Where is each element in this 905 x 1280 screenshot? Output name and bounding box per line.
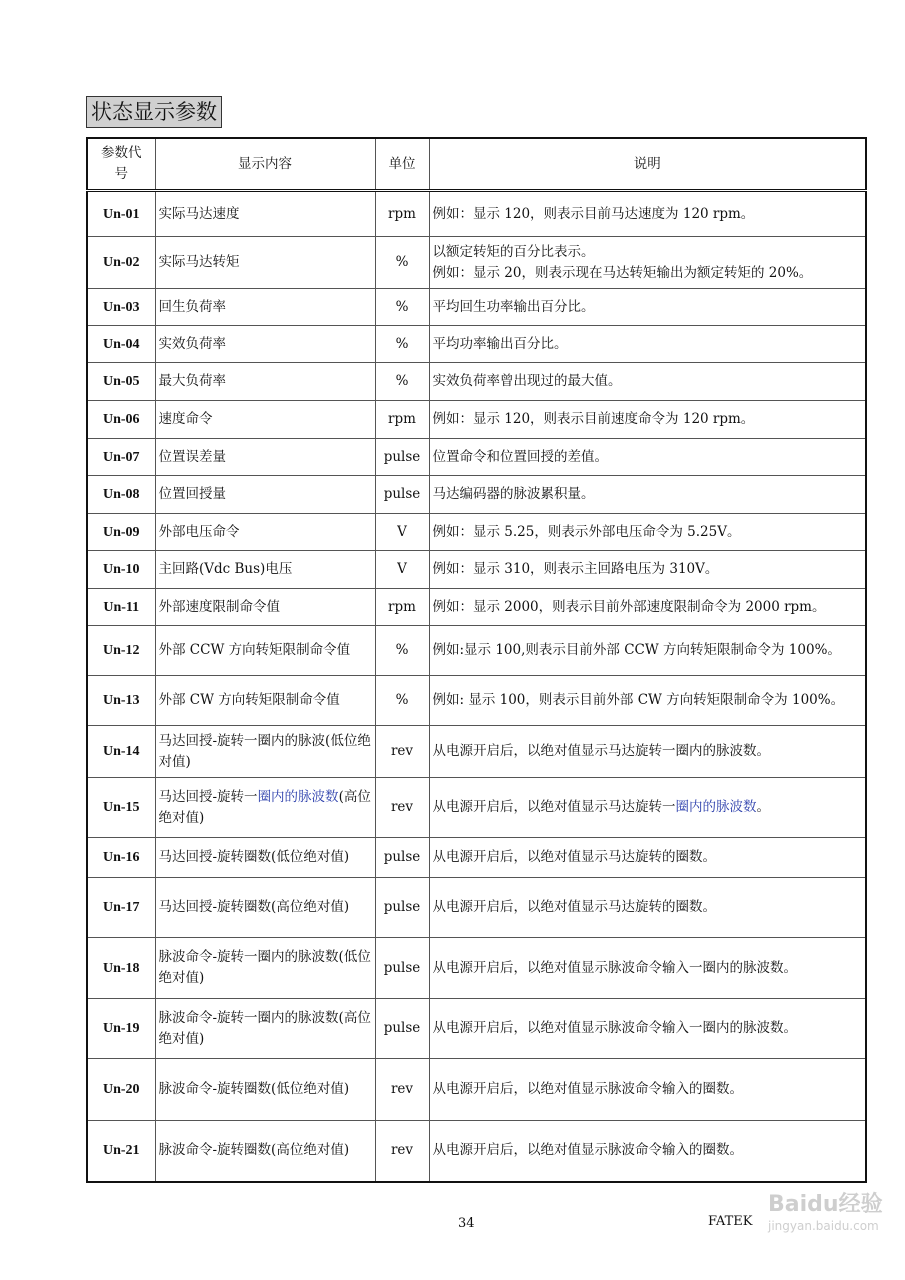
table-row (87, 289, 866, 326)
unit-text: rev (390, 799, 414, 815)
header-desc: 说明 (429, 138, 866, 191)
content-text: 外部电压命令 (158, 523, 240, 540)
param-code (87, 938, 155, 999)
desc-text: 从电源开启后，以绝对值显示马达旋转一圈内的脉波数。 (432, 743, 770, 759)
description (429, 938, 866, 999)
description (429, 237, 866, 289)
header-code-label: 参数代号 (101, 145, 142, 182)
desc-text-line2: 例如：显示 20，则表示现在马达转矩输出为额定转矩的 20%。 (432, 264, 813, 281)
desc-text: 从电源开启后，以绝对值显示脉波命令输入一圈内的脉波数。 (432, 959, 797, 976)
section-title: 状态显示参数 (86, 96, 222, 128)
param-code (87, 589, 155, 626)
desc-highlight: 圈内的脉波数 (675, 799, 757, 815)
table-row (87, 326, 866, 363)
desc-text: 实效负荷率曾出现过的最大值。 (432, 373, 622, 389)
unit (375, 676, 429, 726)
param-code (87, 626, 155, 676)
unit (375, 1059, 429, 1121)
table-row (87, 838, 866, 878)
param-code-text: Un-03 (102, 299, 140, 315)
unit (375, 237, 429, 289)
content-text: 位置回授量 (158, 486, 226, 502)
param-code-text: Un-20 (102, 1082, 140, 1097)
display-content (155, 999, 375, 1059)
unit (375, 191, 429, 237)
desc-text-after: 。 (756, 799, 770, 815)
unit (375, 999, 429, 1059)
display-content (155, 439, 375, 476)
table-row (87, 237, 866, 289)
table-row (87, 1059, 866, 1121)
unit-text: V (397, 523, 407, 540)
display-content (155, 401, 375, 439)
unit (375, 878, 429, 938)
unit (375, 551, 429, 589)
description (429, 838, 866, 878)
desc-text: 以额定转矩的百分比表示。 (432, 243, 595, 260)
display-content (155, 676, 375, 726)
content-text: 回生负荷率 (158, 298, 226, 315)
unit-text: % (395, 298, 409, 315)
desc-text: 从电源开启后，以绝对值显示脉波命令输入一圈内的脉波数。 (432, 1020, 797, 1036)
table-row (87, 999, 866, 1059)
unit-text: pulse (383, 1020, 421, 1036)
description (429, 726, 866, 778)
display-content (155, 878, 375, 938)
desc-text: 从电源开启后，以绝对值显示马达旋转一 (432, 799, 676, 815)
param-code (87, 476, 155, 514)
table-row (87, 878, 866, 938)
desc-text: 例如：显示 120，则表示目前速度命令为 120 rpm。 (432, 411, 755, 427)
desc-text: 例如：显示 5.25，则表示外部电压命令为 5.25V。 (432, 523, 741, 540)
footer-brand: FATEK (708, 1214, 753, 1229)
unit-text: rev (390, 743, 414, 759)
content-text: 外部 CW 方向转矩限制命令值 (158, 692, 340, 708)
unit-text: % (395, 254, 409, 270)
desc-text: 从电源开启后，以绝对值显示脉波命令输入的圈数。 (432, 1142, 743, 1159)
param-code-text: Un-07 (102, 449, 140, 465)
table-row (87, 676, 866, 726)
content-text: 马达回授-旋转圈数(低位绝对值) (158, 849, 350, 865)
table-row (87, 626, 866, 676)
display-content (155, 1121, 375, 1182)
unit-text: % (395, 373, 409, 389)
description (429, 401, 866, 439)
description (429, 326, 866, 363)
content-text: 位置误差量 (158, 448, 226, 465)
unit-text: pulse (383, 849, 421, 865)
content-text: 脉波命令-旋转圈数(低位绝对值) (158, 1081, 350, 1097)
unit (375, 938, 429, 999)
unit (375, 476, 429, 514)
param-code-text: Un-17 (102, 900, 140, 915)
watermark-logo: Baidu经验 (768, 1192, 883, 1217)
content-highlight: 圈内的脉波数 (257, 788, 339, 805)
display-content (155, 626, 375, 676)
param-code-text: Un-08 (102, 487, 140, 502)
desc-text: 例如：显示 120，则表示目前马达速度为 120 rpm。 (432, 205, 755, 222)
desc-text: 从电源开启后，以绝对值显示马达旋转的圈数。 (432, 899, 716, 915)
display-content (155, 289, 375, 326)
unit-text: pulse (383, 899, 421, 915)
display-content (155, 778, 375, 838)
desc-text: 例如：显示 310，则表示主回路电压为 310V。 (432, 561, 719, 577)
param-code (87, 551, 155, 589)
param-code (87, 439, 155, 476)
display-content (155, 938, 375, 999)
content-text: 最大负荷率 (158, 373, 226, 389)
param-code-text: Un-11 (103, 599, 140, 615)
header-code (87, 138, 155, 191)
description (429, 191, 866, 237)
header-unit: 单位 (375, 138, 429, 191)
param-code (87, 289, 155, 326)
param-code (87, 838, 155, 878)
description (429, 626, 866, 676)
content-text: 主回路(Vdc Bus)电压 (158, 561, 293, 577)
unit-text: % (395, 692, 409, 708)
description (429, 878, 866, 938)
table-header (87, 138, 866, 191)
unit (375, 626, 429, 676)
table-row (87, 363, 866, 401)
desc-text: 例如: 显示 100，则表示目前外部 CW 方向转矩限制命令为 100%。 (432, 692, 845, 708)
unit-text: rpm (388, 411, 416, 427)
unit (375, 778, 429, 838)
content-text: 速度命令 (158, 411, 213, 427)
param-code (87, 237, 155, 289)
display-content (155, 514, 375, 551)
description (429, 514, 866, 551)
unit-text: pulse (383, 959, 421, 976)
unit (375, 289, 429, 326)
param-code (87, 726, 155, 778)
display-content (155, 191, 375, 237)
content-text: 实际马达速度 (158, 205, 240, 222)
param-code-text: Un-19 (102, 1021, 140, 1036)
desc-text: 例如：显示 2000，则表示目前外部速度限制命令为 2000 rpm。 (432, 598, 826, 615)
param-code-text: Un-15 (102, 800, 140, 815)
param-code-text: Un-06 (102, 412, 140, 427)
description (429, 1121, 866, 1182)
display-content (155, 326, 375, 363)
content-text: 马达回授-旋转一 (158, 788, 258, 805)
display-content (155, 237, 375, 289)
unit (375, 363, 429, 401)
table-row (87, 401, 866, 439)
description (429, 476, 866, 514)
watermark (768, 1192, 883, 1234)
table-row (87, 778, 866, 838)
desc-text: 平均回生功率输出百分比。 (432, 298, 595, 315)
content-text: 实际马达转矩 (158, 254, 240, 270)
content-text-after: (高位绝对值) (158, 788, 371, 826)
param-code-text: Un-21 (102, 1143, 140, 1159)
desc-text: 例如:显示 100,则表示目前外部 CCW 方向转矩限制命令为 100%。 (432, 642, 841, 658)
content-text: 外部速度限制命令值 (158, 598, 280, 615)
unit-text: % (395, 335, 409, 352)
watermark-url: jingyan.baidu.com (768, 1219, 879, 1233)
description (429, 551, 866, 589)
param-code (87, 1059, 155, 1121)
unit (375, 1121, 429, 1182)
param-code (87, 326, 155, 363)
desc-text: 平均功率输出百分比。 (432, 335, 568, 352)
description (429, 589, 866, 626)
param-code (87, 1121, 155, 1182)
header-content: 显示内容 (155, 138, 375, 191)
display-content (155, 476, 375, 514)
description (429, 439, 866, 476)
param-code-text: Un-01 (102, 206, 140, 222)
param-code (87, 999, 155, 1059)
content-text: 马达回授-旋转一圈内的脉波(低位绝对值) (158, 732, 371, 770)
page-number: 34 (458, 1216, 475, 1231)
param-code-text: Un-04 (102, 336, 140, 352)
display-content (155, 1059, 375, 1121)
table-row (87, 191, 866, 237)
param-code-text: Un-02 (102, 255, 140, 270)
unit (375, 439, 429, 476)
content-text: 脉波命令-旋转一圈内的脉波数(高位绝对值) (158, 1009, 371, 1047)
param-code (87, 878, 155, 938)
param-code-text: Un-09 (102, 524, 140, 540)
desc-text: 位置命令和位置回授的差值。 (432, 448, 608, 465)
unit-text: % (395, 642, 409, 658)
table-row (87, 439, 866, 476)
status-parameter-table (86, 137, 867, 1183)
unit (375, 326, 429, 363)
param-code-text: Un-13 (102, 693, 140, 708)
desc-text: 马达编码器的脉波累积量。 (432, 486, 595, 502)
param-code (87, 191, 155, 237)
param-code (87, 363, 155, 401)
unit-text: rpm (388, 205, 416, 222)
content-text: 脉波命令-旋转圈数(高位绝对值) (158, 1142, 350, 1159)
table-row (87, 589, 866, 626)
param-code-text: Un-16 (102, 850, 140, 865)
param-code-text: Un-18 (102, 960, 140, 976)
param-code-text: Un-12 (102, 643, 140, 658)
desc-text: 从电源开启后，以绝对值显示脉波命令输入的圈数。 (432, 1081, 743, 1097)
description (429, 1059, 866, 1121)
param-code (87, 778, 155, 838)
unit (375, 401, 429, 439)
table-row (87, 476, 866, 514)
description (429, 676, 866, 726)
unit-text: pulse (383, 448, 421, 465)
param-code-text: Un-05 (102, 374, 140, 389)
content-text: 马达回授-旋转圈数(高位绝对值) (158, 899, 350, 915)
content-text: 实效负荷率 (158, 335, 226, 352)
param-code (87, 401, 155, 439)
display-content (155, 551, 375, 589)
content-text: 外部 CCW 方向转矩限制命令值 (158, 642, 351, 658)
unit (375, 514, 429, 551)
table-row (87, 551, 866, 589)
param-code (87, 676, 155, 726)
param-code-text: Un-10 (102, 562, 140, 577)
display-content (155, 726, 375, 778)
description (429, 999, 866, 1059)
table-row (87, 1121, 866, 1182)
param-code (87, 514, 155, 551)
table-row (87, 514, 866, 551)
content-text: 脉波命令-旋转一圈内的脉波数(低位绝对值) (158, 949, 371, 986)
unit (375, 589, 429, 626)
unit-text: rev (390, 1081, 414, 1097)
unit (375, 726, 429, 778)
unit (375, 838, 429, 878)
display-content (155, 589, 375, 626)
display-content (155, 838, 375, 878)
unit-text: rev (390, 1142, 414, 1159)
display-content (155, 363, 375, 401)
unit-text: rpm (388, 598, 416, 615)
table-row (87, 938, 866, 999)
desc-text: 从电源开启后，以绝对值显示马达旋转的圈数。 (432, 849, 716, 865)
description (429, 289, 866, 326)
param-code-text: Un-14 (102, 744, 140, 759)
description (429, 363, 866, 401)
unit-text: V (397, 561, 407, 577)
table-row (87, 726, 866, 778)
unit-text: pulse (383, 486, 421, 502)
description (429, 778, 866, 838)
